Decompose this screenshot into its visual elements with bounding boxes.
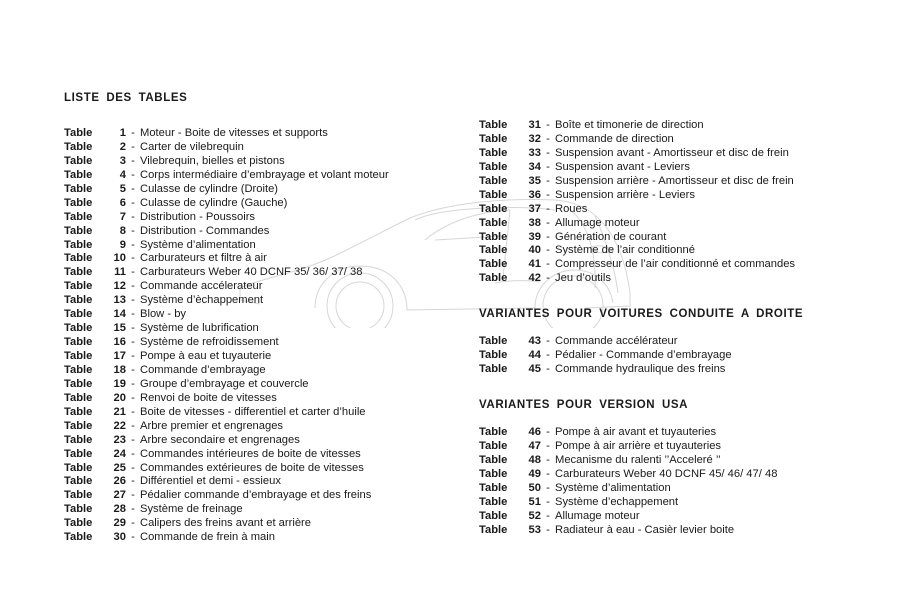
table-number: 48 [528, 453, 541, 466]
table-entry [479, 217, 803, 231]
tables-list-usa [479, 426, 803, 538]
separator: - [131, 363, 135, 376]
table-entry [479, 203, 803, 217]
table-entry [479, 119, 803, 133]
table-entry [479, 175, 803, 189]
table-entry [479, 133, 803, 147]
table-number: 8 [119, 224, 126, 237]
table-title: Culasse de cylindre (Gauche) [140, 196, 288, 209]
table-entry [479, 440, 803, 454]
table-number: 24 [113, 447, 126, 460]
table-entry [479, 363, 803, 377]
separator: - [131, 168, 135, 181]
table-number: 36 [528, 188, 541, 201]
table-number: 16 [113, 336, 126, 349]
separator: - [546, 188, 550, 201]
table-title: Système d’alimentation [555, 481, 671, 494]
separator: - [546, 230, 550, 243]
separator: - [131, 503, 135, 516]
separator: - [546, 467, 550, 480]
table-entry [479, 335, 803, 349]
separator: - [546, 160, 550, 173]
separator: - [546, 119, 550, 131]
table-entry [64, 294, 389, 308]
table-entry [479, 231, 803, 245]
table-title: Pédalier - Commande d’embrayage [555, 349, 732, 362]
tables-list-left [64, 127, 389, 545]
separator: - [131, 238, 135, 251]
table-title: Système d’echappement [555, 495, 679, 508]
separator: - [131, 196, 135, 209]
table-title: Blow - by [140, 308, 187, 321]
table-label: Table [64, 140, 93, 153]
table-entry [64, 406, 389, 420]
separator: - [131, 127, 135, 139]
table-entry [64, 434, 389, 448]
table-number: 37 [528, 202, 541, 215]
table-entry [64, 141, 389, 155]
table-number: 41 [528, 258, 541, 271]
table-label: Table [479, 230, 508, 243]
separator: - [546, 349, 550, 362]
rhd-section [479, 307, 803, 377]
table-title: Distribution - Commandes [140, 224, 270, 237]
table-number: 40 [528, 244, 541, 257]
table-number: 35 [528, 174, 541, 187]
table-label: Table [64, 447, 93, 460]
table-title: Système de l’air conditionné [555, 244, 695, 257]
table-label: Table [64, 419, 93, 432]
separator: - [546, 523, 550, 536]
table-label: Table [479, 363, 508, 376]
table-entry [64, 364, 389, 378]
table-title: Suspension arrière - Amortisseur et disc de frein [555, 174, 794, 187]
table-title: Commande accélérateur [555, 335, 678, 348]
table-entry [479, 272, 803, 286]
table-number: 46 [528, 426, 541, 439]
separator: - [546, 363, 550, 376]
table-label: Table [64, 308, 93, 321]
table-entry [479, 524, 803, 538]
section-heading-rhd: VARIANTES POUR VOITURES CONDUITE A DROITE [479, 308, 804, 321]
table-label: Table [64, 363, 93, 376]
table-entry [64, 350, 389, 364]
table-title: Corps intermédiaire d’embrayage et volant moteur [140, 168, 389, 181]
table-title: Pédalier commande d’embrayage et des freins [140, 489, 372, 502]
table-entry [64, 489, 389, 503]
section-heading-usa: VARIANTES POUR VERSION USA [479, 399, 689, 412]
separator: - [546, 481, 550, 494]
separator: - [131, 433, 135, 446]
table-number: 4 [119, 168, 126, 181]
separator: - [131, 419, 135, 432]
table-number: 15 [113, 322, 126, 335]
table-title: Boîte et timonerie de direction [555, 119, 704, 131]
separator: - [546, 426, 550, 439]
table-label: Table [479, 174, 508, 187]
table-number: 12 [113, 280, 126, 293]
table-label: Table [479, 481, 508, 494]
table-number: 9 [119, 238, 126, 251]
separator: - [131, 489, 135, 502]
table-title: Système d’èchappement [140, 294, 264, 307]
table-title: Moteur - Boite de vitesses et supports [140, 127, 328, 139]
table-label: Table [479, 523, 508, 536]
table-number: 47 [528, 440, 541, 452]
separator: - [131, 252, 135, 265]
separator: - [131, 182, 135, 195]
separator: - [131, 377, 135, 390]
table-entry [64, 448, 389, 462]
table-title: Compresseur de l’air conditionné et commandes [555, 258, 796, 271]
table-entry [479, 454, 803, 468]
separator: - [131, 531, 135, 544]
table-title: Vilebrequin, bielles et pistons [140, 154, 285, 167]
table-number: 49 [528, 467, 541, 480]
table-title: Carburateurs Weber 40 DCNF 45/ 46/ 47/ 48 [555, 467, 778, 480]
table-number: 13 [113, 294, 126, 307]
table-label: Table [479, 132, 508, 145]
table-entry [479, 426, 803, 440]
table-title: Système de refroidissement [140, 336, 279, 349]
table-number: 17 [113, 350, 126, 362]
table-label: Table [64, 224, 93, 237]
table-title: Groupe d’embrayage et couvercle [140, 377, 309, 390]
table-entry [64, 322, 389, 336]
table-entry [64, 169, 389, 183]
table-title: Distribution - Poussoirs [140, 210, 256, 223]
table-title: Boite de vitesses - differentiel et carter d’huile [140, 405, 366, 418]
table-entry [64, 183, 389, 197]
separator: - [131, 475, 135, 488]
table-number: 21 [113, 405, 126, 418]
separator: - [546, 146, 550, 159]
table-number: 32 [528, 132, 541, 145]
table-label: Table [64, 266, 93, 279]
separator: - [131, 350, 135, 362]
table-number: 10 [113, 252, 126, 265]
table-entry [479, 147, 803, 161]
table-entry [479, 468, 803, 482]
table-number: 27 [113, 489, 126, 502]
table-label: Table [64, 405, 93, 418]
table-number: 20 [113, 391, 126, 404]
table-label: Table [479, 335, 508, 348]
usa-section [479, 398, 803, 538]
table-entry [64, 475, 389, 489]
separator: - [131, 280, 135, 293]
table-number: 53 [528, 523, 541, 536]
table-entry [64, 211, 389, 225]
table-title: Commande de direction [555, 132, 674, 145]
table-entry [64, 225, 389, 239]
table-number: 6 [119, 196, 126, 209]
table-title: Commande d’embrayage [140, 363, 266, 376]
separator: - [546, 495, 550, 508]
table-number: 26 [113, 475, 126, 488]
table-entry [64, 378, 389, 392]
table-entry [479, 482, 803, 496]
table-label: Table [479, 119, 508, 131]
table-label: Table [479, 349, 508, 362]
table-label: Table [64, 127, 93, 139]
table-label: Table [479, 509, 508, 522]
table-label: Table [479, 188, 508, 201]
table-entry [479, 258, 803, 272]
table-entry [64, 266, 389, 280]
table-label: Table [64, 322, 93, 335]
table-title: Calipers des freins avant et arrière [140, 517, 311, 530]
table-label: Table [479, 146, 508, 159]
table-entry [479, 496, 803, 510]
table-title: Pompe à eau et tuyauterie [140, 350, 272, 362]
separator: - [131, 517, 135, 530]
table-entry [64, 308, 389, 322]
separator: - [131, 461, 135, 474]
table-title: Renvoi de boite de vitesses [140, 391, 277, 404]
table-label: Table [64, 391, 93, 404]
table-title: Arbre premier et engrenages [140, 419, 284, 432]
separator: - [131, 336, 135, 349]
table-number: 31 [528, 119, 541, 131]
tables-list-rhd [479, 335, 803, 377]
table-entry [64, 336, 389, 350]
table-entry [479, 510, 803, 524]
separator: - [546, 272, 550, 285]
table-label: Table [64, 280, 93, 293]
table-title: Commandes extérieures de boite de vitesses [140, 461, 364, 474]
table-number: 7 [119, 210, 126, 223]
table-label: Table [479, 495, 508, 508]
table-number: 22 [113, 419, 126, 432]
table-title: Roues [555, 202, 588, 215]
table-label: Table [64, 182, 93, 195]
table-label: Table [64, 531, 93, 544]
table-label: Table [64, 238, 93, 251]
table-entry [64, 280, 389, 294]
table-title: Génération de courant [555, 230, 667, 243]
table-label: Table [479, 426, 508, 439]
table-label: Table [479, 258, 508, 271]
table-label: Table [64, 168, 93, 181]
table-label: Table [64, 503, 93, 516]
table-label: Table [64, 154, 93, 167]
table-title: Commande accélerateur [140, 280, 263, 293]
separator: - [131, 154, 135, 167]
table-label: Table [479, 467, 508, 480]
table-entry [64, 392, 389, 406]
table-title: Suspension arrière - Leviers [555, 188, 695, 201]
separator: - [546, 132, 550, 145]
table-number: 44 [528, 349, 541, 362]
table-label: Table [479, 160, 508, 173]
separator: - [546, 258, 550, 271]
separator: - [131, 308, 135, 321]
table-number: 50 [528, 481, 541, 494]
table-number: 25 [113, 461, 126, 474]
table-label: Table [64, 350, 93, 362]
table-title: Carburateurs et filtre à air [140, 252, 267, 265]
table-title: Carter de vilebrequin [140, 140, 244, 153]
table-entry [64, 155, 389, 169]
table-number: 11 [114, 266, 126, 279]
table-number: 18 [113, 363, 126, 376]
separator: - [546, 453, 550, 466]
separator: - [131, 294, 135, 307]
table-number: 38 [528, 216, 541, 229]
table-title: Radiateur à eau - Casièr levier boite [555, 523, 735, 536]
table-label: Table [64, 433, 93, 446]
table-label: Table [479, 272, 508, 285]
separator: - [131, 405, 135, 418]
table-title: Différentiel et demi - essieux [140, 475, 281, 488]
table-title: Jeu d’outils [555, 272, 611, 285]
table-label: Table [64, 475, 93, 488]
table-number: 42 [528, 272, 541, 285]
table-label: Table [479, 244, 508, 257]
table-entry [64, 531, 389, 545]
table-number: 19 [113, 377, 126, 390]
table-title: Carburateurs Weber 40 DCNF 35/ 36/ 37/ 38 [140, 266, 363, 279]
table-title: Arbre secondaire et engrenages [140, 433, 300, 446]
table-label: Table [64, 294, 93, 307]
table-label: Table [64, 336, 93, 349]
table-label: Table [479, 440, 508, 452]
table-number: 29 [113, 517, 126, 530]
table-label: Table [64, 461, 93, 474]
table-label: Table [64, 252, 93, 265]
table-title: Suspension avant - Leviers [555, 160, 690, 173]
separator: - [131, 391, 135, 404]
separator: - [131, 322, 135, 335]
tables-list-right [479, 119, 803, 286]
table-entry [64, 252, 389, 266]
table-number: 30 [113, 531, 126, 544]
left-column [64, 91, 389, 545]
table-number: 2 [119, 140, 126, 153]
separator: - [546, 174, 550, 187]
table-number: 33 [528, 146, 541, 159]
table-number: 52 [528, 509, 541, 522]
table-label: Table [479, 453, 508, 466]
table-entry [479, 189, 803, 203]
table-label: Table [479, 216, 508, 229]
table-entry [64, 462, 389, 476]
table-title: Commande de frein à main [140, 531, 275, 544]
separator: - [131, 210, 135, 223]
separator: - [131, 224, 135, 237]
table-number: 5 [119, 182, 126, 195]
table-entry [64, 239, 389, 253]
table-title: Système d’alimentation [140, 238, 256, 251]
table-title: Commandes intérieures de boite de vitesses [140, 447, 361, 460]
table-entry [64, 197, 389, 211]
table-label: Table [64, 210, 93, 223]
table-title: Pompe à air avant et tuyauteries [555, 426, 717, 439]
table-label: Table [64, 489, 93, 502]
table-title: Commande hydraulique des freins [555, 363, 726, 376]
right-column [479, 119, 803, 538]
table-title: Suspension avant - Amortisseur et disc de frein [555, 146, 789, 159]
table-number: 3 [119, 154, 126, 167]
table-title: Système de lubrification [140, 322, 259, 335]
separator: - [546, 216, 550, 229]
table-number: 1 [119, 127, 126, 139]
table-title: Mecanisme du ralenti ’’Acceleré ’’ [555, 453, 721, 466]
separator: - [131, 266, 135, 279]
table-title: Allumage moteur [555, 509, 640, 522]
table-number: 34 [528, 160, 541, 173]
page-title: LISTE DES TABLES [64, 92, 188, 104]
separator: - [131, 140, 135, 153]
table-number: 45 [528, 363, 541, 376]
table-title: Pompe à air arrière et tuyauteries [555, 440, 722, 452]
table-number: 51 [528, 495, 541, 508]
table-entry [479, 161, 803, 175]
table-entry [64, 127, 389, 141]
table-label: Table [479, 202, 508, 215]
table-label: Table [64, 517, 93, 530]
table-entry [479, 244, 803, 258]
table-title: Système de freinage [140, 503, 243, 516]
separator: - [546, 244, 550, 257]
table-entry [64, 503, 389, 517]
table-number: 43 [528, 335, 541, 348]
separator: - [546, 335, 550, 348]
table-number: 23 [113, 433, 126, 446]
table-entry [64, 517, 389, 531]
table-entry [479, 349, 803, 363]
separator: - [546, 509, 550, 522]
table-label: Table [64, 196, 93, 209]
table-entry [64, 420, 389, 434]
table-title: Allumage moteur [555, 216, 640, 229]
table-title: Culasse de cylindre (Droite) [140, 182, 279, 195]
table-number: 28 [113, 503, 126, 516]
table-number: 14 [113, 308, 126, 321]
separator: - [546, 202, 550, 215]
table-number: 39 [528, 230, 541, 243]
separator: - [131, 447, 135, 460]
separator: - [546, 440, 550, 452]
table-label: Table [64, 377, 93, 390]
